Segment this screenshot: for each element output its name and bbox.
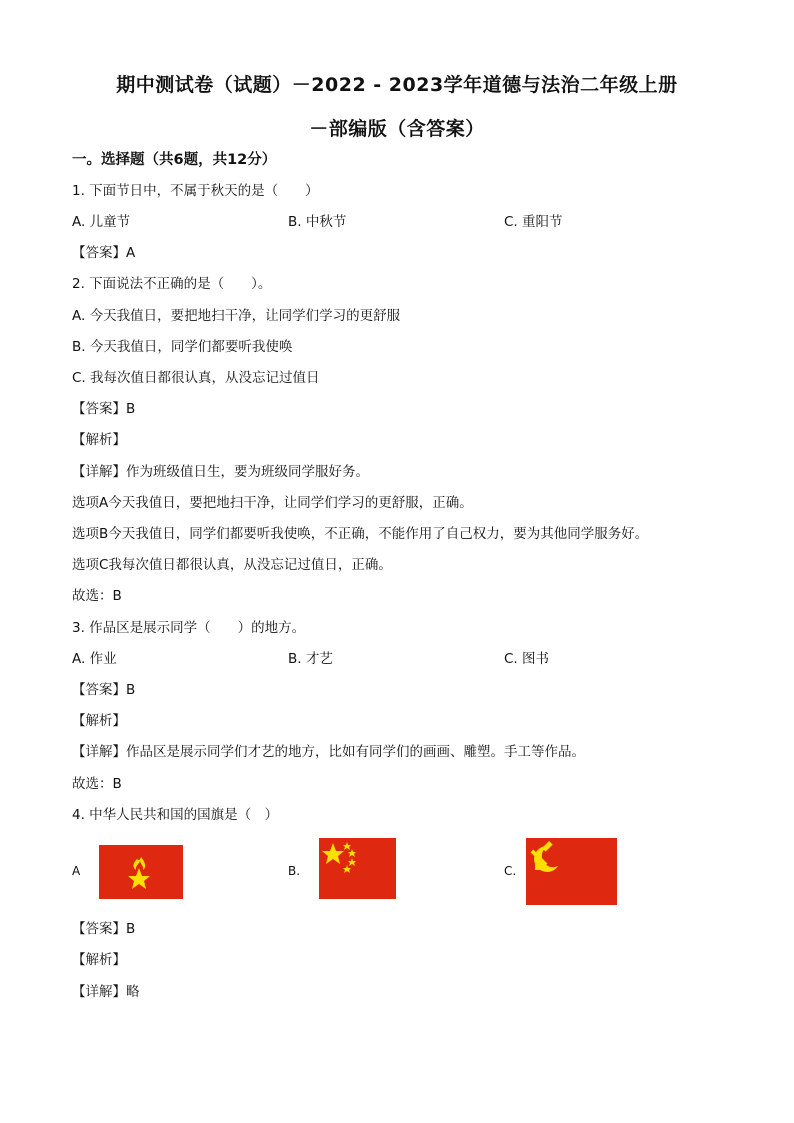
q3-stem: 3. 作品区是展示同学（ ）的地方。 — [72, 620, 306, 636]
q4-answer: 【答案】B — [72, 921, 136, 937]
q3-analysis: 【解析】 — [72, 713, 126, 729]
pioneer-flag-emblem-icon — [99, 845, 183, 899]
q4-analysis: 【解析】 — [72, 952, 126, 968]
q4-option-b-label: B. — [288, 864, 301, 878]
q2-option-b: B. 今天我值日，同学们都要听我使唤 — [72, 339, 293, 355]
q3-option-b: B. 才艺 — [288, 651, 333, 667]
q2-detail-c: 选项C我每次值日都很认真，从没忘记过值日，正确。 — [72, 557, 392, 573]
q2-answer: 【答案】B — [72, 401, 136, 417]
five-star-icon — [319, 838, 396, 899]
q3-answer: 【答案】B — [72, 682, 136, 698]
q4-option-c-label: C. — [504, 864, 517, 878]
q1-option-c: C. 重阳节 — [504, 214, 563, 230]
doc-title-line2: －部编版（含答案） — [309, 118, 485, 140]
q3-option-a: A. 作业 — [72, 651, 117, 667]
q2-option-c: C. 我每次值日都很认真，从没忘记过值日 — [72, 370, 320, 386]
party-flag-image — [526, 838, 617, 905]
q3-choose: 故选：B — [72, 776, 122, 792]
q3-detail: 【详解】作品区是展示同学们才艺的地方，比如有同学们的画画、雕塑。手工等作品。 — [72, 744, 585, 760]
hammer-sickle-icon — [526, 838, 617, 905]
q2-analysis: 【解析】 — [72, 432, 126, 448]
q2-detail-b: 选项B今天我值日，同学们都要听我使唤，不正确，不能作用了自己权力，要为其他同学服务好。 — [72, 526, 649, 542]
q4-stem: 4. 中华人民共和国的国旗是（ ） — [72, 807, 279, 823]
section-heading: 一。选择题（共6题，共12分） — [72, 152, 277, 168]
q1-answer: 【答案】A — [72, 245, 136, 261]
q1-option-a: A. 儿童节 — [72, 214, 131, 230]
q2-choose: 故选：B — [72, 588, 122, 604]
q4-detail: 【详解】略 — [72, 984, 140, 1000]
doc-title-line1: 期中测试卷（试题）－2022 - 2023学年道德与法治二年级上册 — [116, 74, 678, 96]
q1-option-b: B. 中秋节 — [288, 214, 347, 230]
national-flag-image — [319, 838, 396, 899]
q2-detail-a: 选项A今天我值日，要把地扫干净，让同学们学习的更舒服，正确。 — [72, 495, 473, 511]
pioneer-flag-image — [99, 845, 183, 899]
q1-stem: 1. 下面节日中，不属于秋天的是（ ） — [72, 183, 319, 199]
q4-option-a-label: A — [72, 864, 81, 878]
q3-option-c: C. 图书 — [504, 651, 550, 667]
q2-option-a: A. 今天我值日，要把地扫干净，让同学们学习的更舒服 — [72, 308, 401, 324]
q2-detail: 【详解】作为班级值日生，要为班级同学服好务。 — [72, 464, 369, 480]
q2-stem: 2. 下面说法不正确的是（ ）。 — [72, 276, 272, 292]
